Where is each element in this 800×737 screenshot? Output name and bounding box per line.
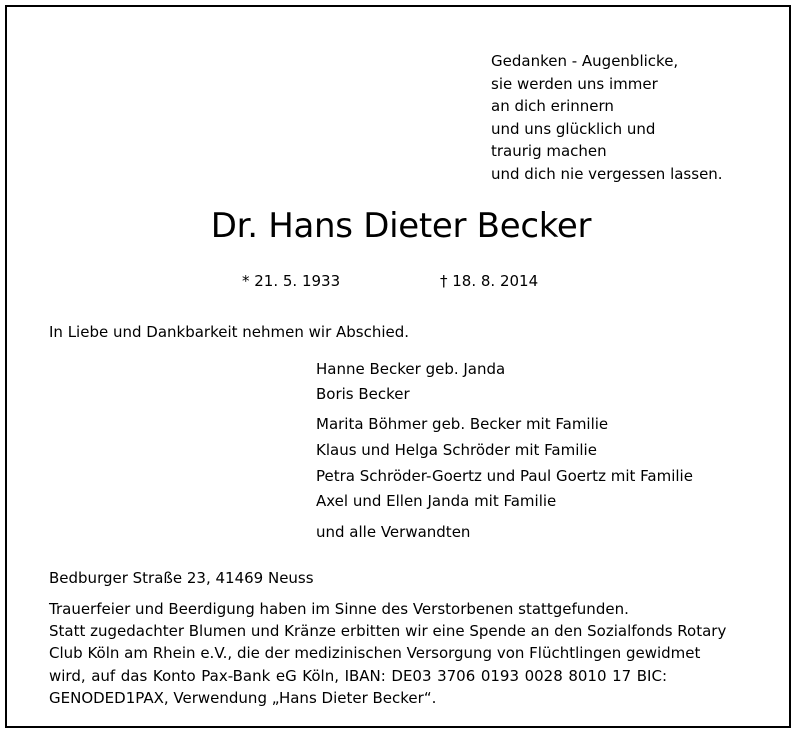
- donation-line: Club Köln am Rhein e.V., die der medizinischen Versorgung von Flüchtlingen gewidmet: [49, 644, 701, 663]
- deceased-name: Dr. Hans Dieter Becker: [210, 206, 592, 246]
- mourner-name: Klaus und Helga Schröder mit Familie: [316, 441, 597, 459]
- poem-line: und dich nie vergessen lassen.: [491, 164, 723, 183]
- relatives-text: und alle Verwandten: [316, 523, 471, 541]
- mourner-name: Boris Becker: [316, 385, 410, 403]
- obituary-frame: [5, 5, 791, 728]
- mourner-name: Hanne Becker geb. Janda: [316, 360, 506, 378]
- donation-line: Statt zugedachter Blumen und Kränze erbitten wir eine Spende an den Sozialfonds Rotary: [49, 622, 727, 640]
- death-date: † 18. 8. 2014: [440, 272, 539, 290]
- donation-line: GENODED1PAX, Verwendung „Hans Dieter Becker“.: [49, 688, 437, 707]
- donation-notice: [49, 620, 727, 709]
- farewell-text: In Liebe und Dankbarkeit nehmen wir Abschied.: [49, 323, 410, 341]
- poem-line: und uns glücklich und: [491, 119, 656, 138]
- address: Bedburger Straße 23, 41469 Neuss: [49, 569, 314, 587]
- poem-line: sie werden uns immer: [491, 74, 658, 93]
- mourner-name: Marita Böhmer geb. Becker mit Familie: [316, 415, 609, 433]
- poem: [491, 50, 723, 185]
- mourner-name: Petra Schröder-Goertz und Paul Goertz mit Familie: [316, 467, 693, 485]
- birth-date: * 21. 5. 1933: [242, 272, 341, 290]
- donation-line: wird, auf das Konto Pax-Bank eG Köln, IBAN: DE03 3706 0193 0028 8010 17 BIC:: [49, 666, 667, 685]
- poem-line: Gedanken - Augenblicke,: [491, 52, 679, 70]
- funeral-notice: Trauerfeier und Beerdigung haben im Sinne des Verstorbenen stattgefunden.: [49, 600, 629, 618]
- poem-line: traurig machen: [491, 142, 607, 160]
- poem-line: an dich erinnern: [491, 97, 614, 115]
- mourner-name: Axel und Ellen Janda mit Familie: [316, 492, 557, 510]
